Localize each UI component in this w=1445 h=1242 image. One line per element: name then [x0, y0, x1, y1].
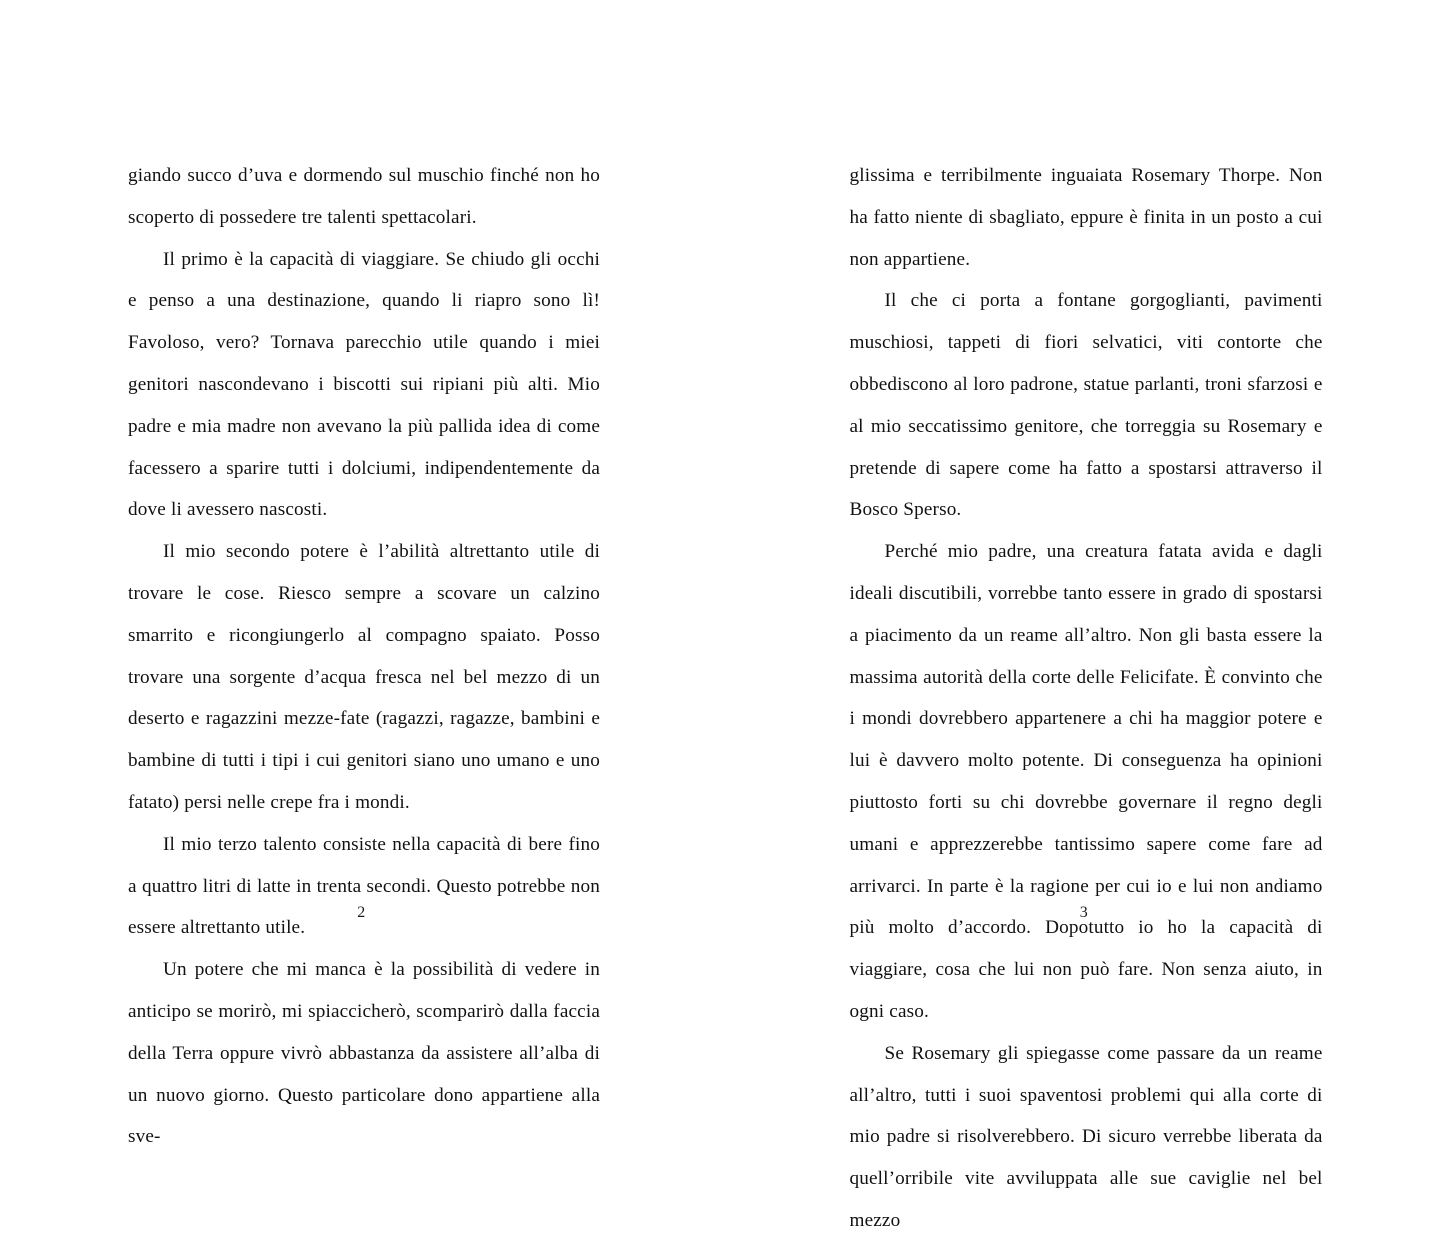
paragraph: Perché mio padre, una creatura fatata avida e dagli ideali discutibili, vorrebbe tanto essere in grado di spostarsi a piacimento da un reame all’altro. Non gli basta essere la massima autorità della corte delle Felicifate. È convinto che i mondi dovrebbero appartenere a chi ha maggior potere e lui è davvero molto potente. Di conseguenza ha opinioni piuttosto forti su chi dovrebbe governare il regno degli umani e apprezzerebbe tantissimo sapere come fare ad arrivarci. In parte è la ragione per cui io e lui non andiamo più molto d’accordo. Dopotutto io ho la capacità di viaggiare, cosa che lui non può fare. Non senza aiuto, in ogni caso. [850, 531, 1323, 1033]
paragraph: Il che ci porta a fontane gorgoglianti, pavimenti muschiosi, tappeti di fiori selvatici, viti contorte che obbediscono al loro padrone, statue parlanti, troni sfarzosi e al mio seccatissimo genitore, che torreggia su Rosemary e pretende di sapere come ha fatto a spostarsi attraverso il Bosco Sperso. [850, 280, 1323, 531]
page-right [723, 0, 1445, 1013]
paragraph: Un potere che mi manca è la possibilità di vedere in anticipo se morirò, mi spiaccicherò, scomparirò dalla faccia della Terra oppure vivrò abbastanza da assistere all’alba di un nuovo giorno. Questo particolare dono appartiene alla sve- [128, 949, 600, 1158]
page-number-right: 3 [723, 905, 1445, 921]
page-number-left: 2 [0, 905, 723, 921]
paragraph: glissima e terribilmente inguaiata Rosemary Thorpe. Non ha fatto niente di sbagliato, eppure è finita in un posto a cui non appartiene. [850, 155, 1323, 280]
paragraph: Il mio terzo talento consiste nella capacità di bere fino a quattro litri di latte in trenta secondi. Questo potrebbe non essere altrettanto utile. [128, 824, 600, 949]
paragraph: Il mio secondo potere è l’abilità altrettanto utile di trovare le cose. Riesco sempre a scovare un calzino smarrito e ricongiungerlo al compagno spaiato. Posso trovare una sorgente d’acqua fresca nel bel mezzo di un deserto e ragazzini mezze-fate (ragazzi, ragazze, bambini e bambine di tutti i tipi i cui genitori siano uno umano e uno fatato) persi nelle crepe fra i mondi. [128, 531, 600, 824]
paragraph: Se Rosemary gli spiegasse come passare da un reame all’altro, tutti i suoi spaventosi problemi qui alla corte di mio padre si risolverebbero. Di sicuro verrebbe liberata da quell’orribile vite avviluppata alle sue caviglie nel bel mezzo [850, 1033, 1323, 1242]
page-left-textblock [128, 155, 600, 1158]
page-left [0, 0, 723, 1013]
page-right-textblock [850, 155, 1323, 1242]
paragraph: giando succo d’uva e dormendo sul muschio finché non ho scoperto di possedere tre talenti spettacolari. [128, 155, 600, 239]
paragraph: Il primo è la capacità di viaggiare. Se chiudo gli occhi e penso a una destinazione, quando li riapro sono lì! Favoloso, vero? Tornava parecchio utile quando i miei genitori nascondevano i biscotti sui ripiani più alti. Mio padre e mia madre non avevano la più pallida idea di come facessero a sparire tutti i dolciumi, indipendentemente da dove li avessero nascosti. [128, 239, 600, 532]
